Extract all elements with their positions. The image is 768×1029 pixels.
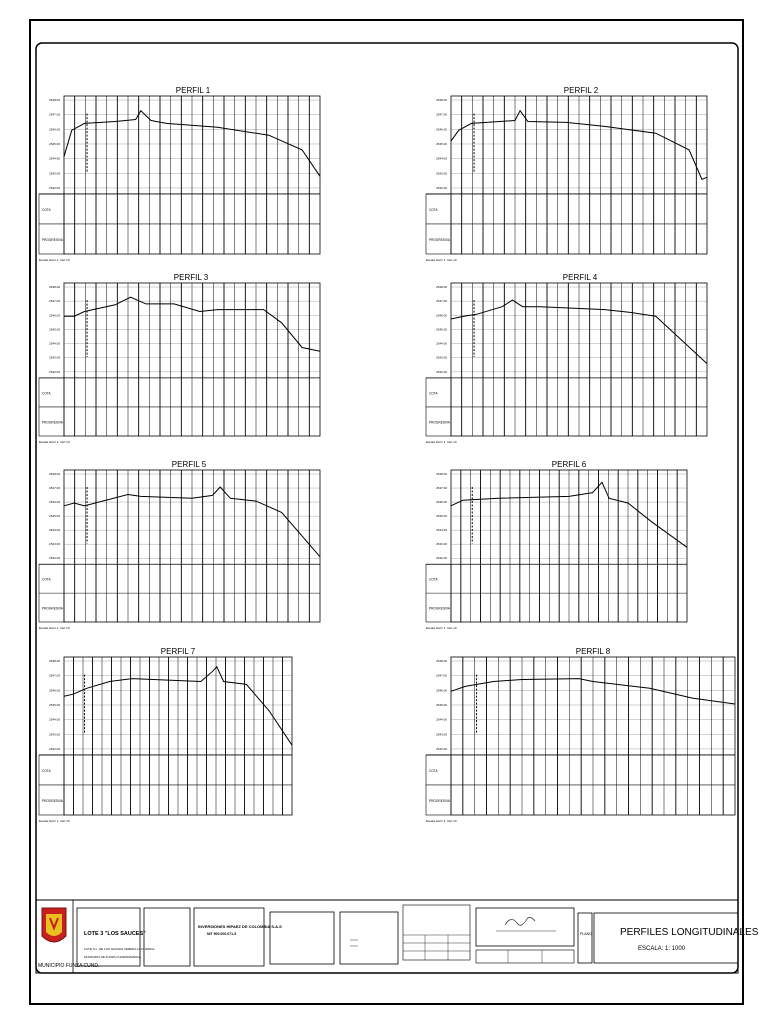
- outer-frame: [30, 20, 743, 1004]
- profile-title: PERFIL 3: [173, 273, 209, 282]
- row-label-cota: COTA: [42, 577, 51, 582]
- y-tick-label: 2548.00: [49, 659, 60, 663]
- row-label-progresiva: PROGRESIVA: [429, 237, 450, 242]
- profile-panel: [39, 86, 320, 262]
- y-tick-label: 2548.00: [436, 285, 447, 289]
- y-tick-label: 2542.00: [49, 369, 60, 374]
- profile-panel: [426, 273, 707, 444]
- y-tick-label: 2544.00: [49, 717, 60, 722]
- y-tick-label: 2546.00: [436, 500, 447, 505]
- y-tick-label: 2544.00: [436, 528, 447, 533]
- row-label-cota: COTA: [429, 577, 438, 582]
- row-label-progresiva: PROGRESIVA: [429, 606, 450, 611]
- y-tick-label: 2543.00: [436, 171, 447, 176]
- title-block: [36, 900, 759, 973]
- y-tick-label: 2546.00: [436, 127, 447, 132]
- signature: [505, 917, 535, 925]
- y-tick-label: 2547.00: [49, 112, 60, 117]
- y-tick-label: 2545.00: [49, 702, 60, 707]
- y-tick-label: 2544.00: [49, 528, 60, 533]
- row-label-progresiva: PROGRESIVA: [42, 606, 63, 611]
- y-tick-label: 2542.00: [436, 746, 447, 751]
- y-tick-label: 2544.00: [436, 156, 447, 161]
- y-tick-label: 2543.00: [49, 732, 60, 737]
- row-label-progresiva: PROGRESIVA: [42, 237, 63, 242]
- profile-title: PERFIL 7: [160, 647, 196, 656]
- y-tick-label: 2543.00: [436, 732, 447, 737]
- scale-note: Escala Horiz 1: Vert 10: [426, 258, 457, 262]
- y-tick-label: 2543.00: [49, 171, 60, 176]
- y-tick-label: 2548.00: [49, 472, 60, 476]
- y-tick-label: 2546.00: [49, 313, 60, 318]
- y-tick-label: 2544.00: [49, 341, 60, 346]
- y-tick-label: 2545.00: [49, 327, 60, 332]
- y-tick-label: 2548.00: [436, 98, 447, 102]
- y-tick-label: 2542.00: [436, 556, 447, 561]
- row-label-progresiva: PROGRESIVA: [429, 798, 450, 803]
- y-tick-label: 2545.00: [49, 514, 60, 519]
- y-tick-label: 2542.00: [49, 556, 60, 561]
- y-tick-label: 2548.00: [436, 472, 447, 476]
- profile-panel: [39, 647, 292, 823]
- y-tick-label: 2548.00: [436, 659, 447, 663]
- y-tick-label: 2544.00: [436, 717, 447, 722]
- y-tick-label: 2542.00: [49, 746, 60, 751]
- profile-title: PERFIL 8: [575, 647, 611, 656]
- y-tick-label: 2543.00: [49, 355, 60, 360]
- y-tick-label: 2547.00: [49, 486, 60, 491]
- plano-label: PLANO: [580, 932, 592, 936]
- y-tick-label: 2546.00: [436, 688, 447, 693]
- row-label-progresiva: PROGRESIVA: [42, 798, 63, 803]
- y-tick-label: 2545.00: [436, 327, 447, 332]
- profile-panel: [39, 460, 320, 630]
- y-tick-label: 2543.00: [49, 542, 60, 547]
- scale-note: Escala Horiz 1: Vert 10: [426, 819, 457, 823]
- row-label-progresiva: PROGRESIVA: [429, 420, 450, 425]
- row-label-cota: COTA: [429, 391, 438, 396]
- y-tick-label: 2546.00: [49, 127, 60, 132]
- profile-title: PERFIL 5: [171, 460, 207, 469]
- profile-title: PERFIL 1: [175, 86, 211, 95]
- y-tick-label: 2548.00: [49, 98, 60, 102]
- y-tick-label: 2545.00: [436, 702, 447, 707]
- row-label-cota: COTA: [42, 768, 51, 773]
- row-label-cota: COTA: [42, 391, 51, 396]
- y-tick-label: 2547.00: [436, 673, 447, 678]
- y-tick-label: 2545.00: [436, 514, 447, 519]
- y-tick-label: 2548.00: [49, 285, 60, 289]
- profile-title: PERFIL 6: [551, 460, 587, 469]
- sheet-title: PERFILES LONGITUDINALES: [620, 927, 759, 938]
- lot-line-1: LOTE N.L. DE LOS SAUCES VEREDA LA FLORIDA: [84, 947, 155, 951]
- y-tick-label: 2545.00: [49, 141, 60, 146]
- municipality-label: MUNICIPIO FUNZA CUND.: [38, 963, 100, 969]
- scale-note: Escala Horiz 1: Vert 10: [39, 440, 70, 444]
- profile-title: PERFIL 4: [562, 273, 598, 282]
- profile-title: PERFIL 2: [563, 86, 599, 95]
- row-label-cota: COTA: [429, 207, 438, 212]
- row-label-progresiva: PROGRESIVA: [42, 420, 63, 425]
- y-tick-label: 2544.00: [436, 341, 447, 346]
- owner-nit: NIT 900.000.071-5: [207, 932, 237, 936]
- y-tick-label: 2545.00: [436, 141, 447, 146]
- y-tick-label: 2542.00: [49, 185, 60, 190]
- y-tick-label: 2543.00: [436, 355, 447, 360]
- scale-note: Escala Horiz 1: Vert 10: [39, 626, 70, 630]
- profile-panel: [426, 647, 735, 823]
- y-tick-label: 2542.00: [436, 185, 447, 190]
- y-tick-label: 2546.00: [436, 313, 447, 318]
- profile-panel: [426, 86, 707, 262]
- lot-name: LOTE 3 "LOS SAUCES": [84, 931, 146, 937]
- y-tick-label: 2547.00: [436, 112, 447, 117]
- y-tick-label: 2546.00: [49, 500, 60, 505]
- scale-note: Escala Horiz 1: Vert 10: [426, 440, 457, 444]
- profile-panel: [39, 273, 320, 444]
- row-label-cota: COTA: [42, 207, 51, 212]
- municipality-logo: [42, 908, 66, 942]
- y-tick-label: 2547.00: [49, 299, 60, 304]
- owner-name: INVERSIONES HIPAEZ DE COLOMBIA S.A.S: [198, 924, 282, 929]
- sheet-scale: ESCALA: 1: 1000: [638, 946, 686, 952]
- row-label-cota: COTA: [429, 768, 438, 773]
- lot-line-2: MUNICIPIO DE FUNZA CUNDINAMARCA: [84, 955, 141, 959]
- y-tick-label: 2542.00: [436, 369, 447, 374]
- y-tick-label: 2547.00: [436, 299, 447, 304]
- profile-panel: [426, 460, 687, 630]
- y-tick-label: 2544.00: [49, 156, 60, 161]
- y-tick-label: 2546.00: [49, 688, 60, 693]
- y-tick-label: 2543.00: [436, 542, 447, 547]
- scale-note: Escala Horiz 1: Vert 10: [39, 258, 70, 262]
- y-tick-label: 2547.00: [49, 673, 60, 678]
- scale-note: Escala Horiz 1: Vert 10: [39, 819, 70, 823]
- scale-note: Escala Horiz 1: Vert 10: [426, 626, 457, 630]
- y-tick-label: 2547.00: [436, 486, 447, 491]
